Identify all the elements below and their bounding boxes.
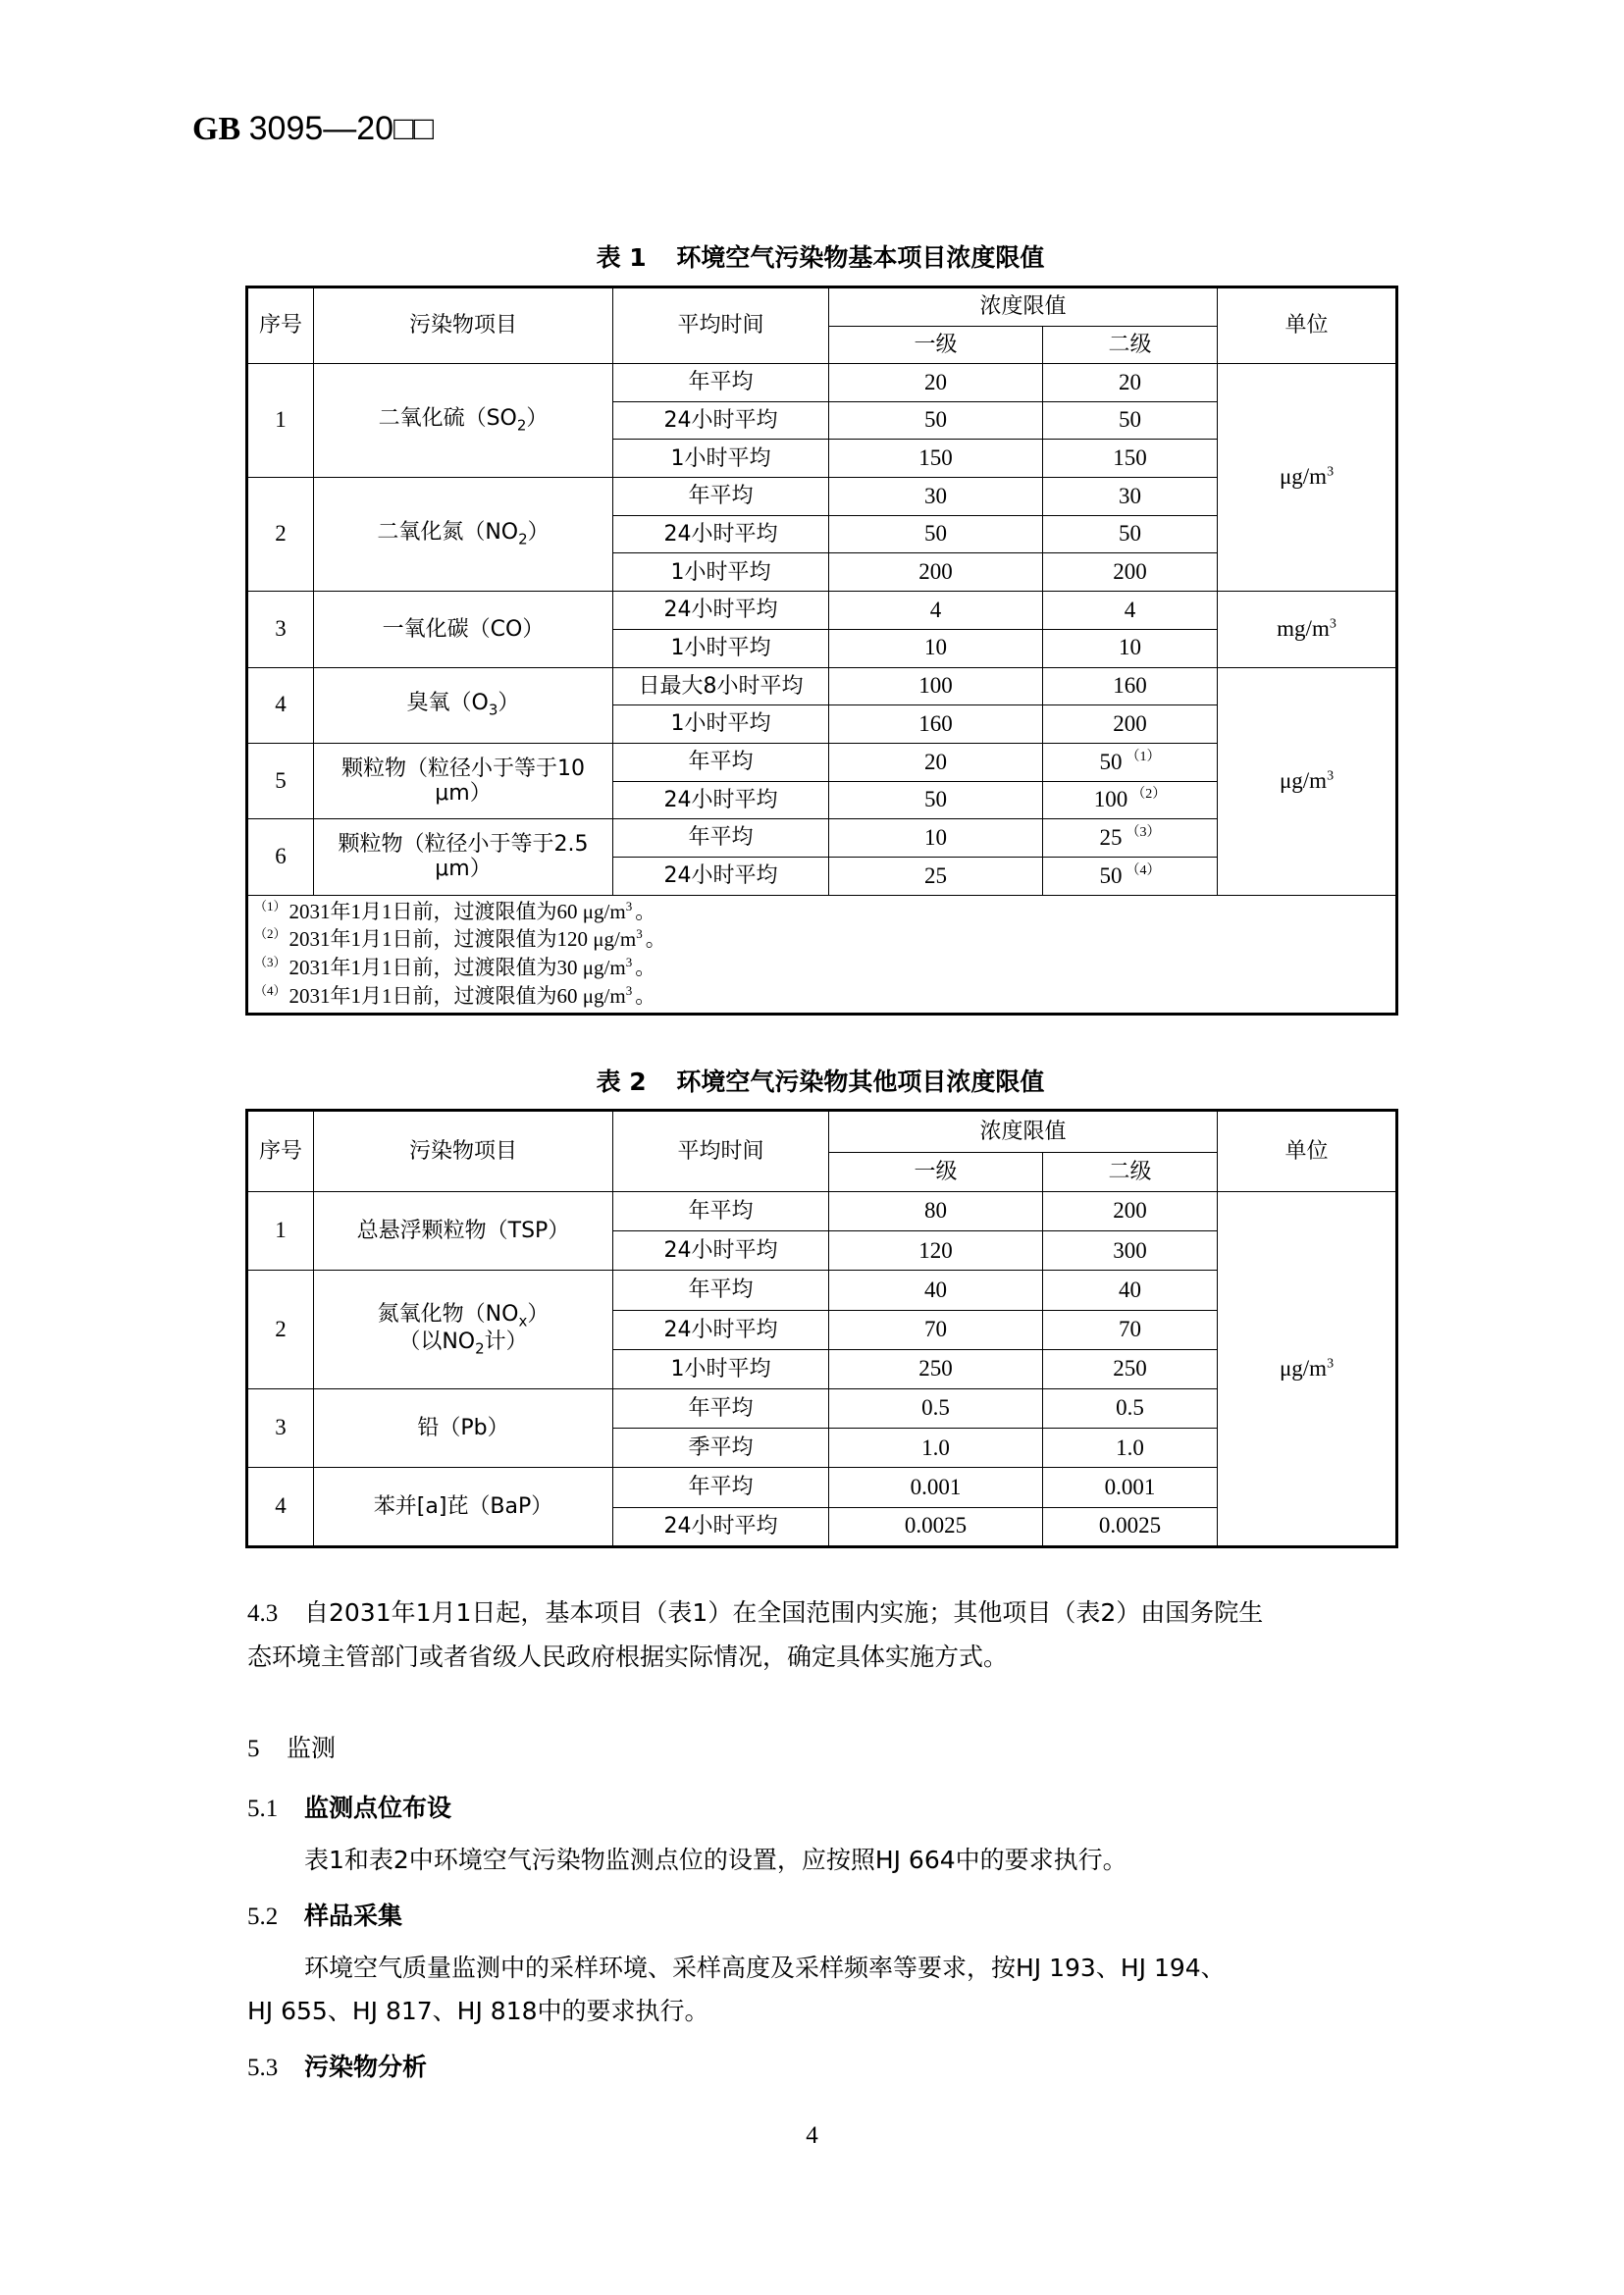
clause-number: 4.3: [247, 1600, 279, 1627]
table-row: [247, 364, 1397, 402]
grade2-number: 0.5: [1116, 1395, 1144, 1421]
pollutant-tail: ）: [527, 1301, 550, 1327]
header-pollutant: 污染物项目: [314, 287, 613, 364]
header-grade1: 一级: [829, 327, 1043, 364]
averaging-time: 年平均: [613, 1271, 829, 1310]
clause-4-3-line2: 态环境主管部门或者省级人民政府根据实际情况，确定具体实施方式。: [247, 1643, 1009, 1671]
unit-exponent: 3: [1327, 1355, 1335, 1371]
footnote-text: 2031年1月1日前，过渡限值为120 μg/m: [288, 927, 637, 952]
row-index: 4: [247, 667, 314, 743]
grade2-number: 30: [1119, 483, 1141, 508]
grade2-number: 50: [1119, 407, 1141, 433]
unit-cell: [1218, 667, 1397, 895]
grade2-number: 50: [1119, 521, 1141, 547]
averaging-time: 1小时平均: [613, 1349, 829, 1388]
grade2-number: 250: [1113, 1356, 1147, 1382]
pollutant-text: 氮氧化物（NO: [377, 1301, 519, 1327]
pollutant-line1: [314, 1494, 612, 1519]
table1-caption: [245, 238, 1395, 274]
pollutant-text: 二氧化氮（NO: [377, 520, 519, 546]
footnote-text: 2031年1月1日前，过渡限值为30 μg/m: [288, 956, 626, 980]
clause-title: 监测点位布设: [304, 1794, 452, 1822]
grade1-value: 0.0025: [829, 1507, 1043, 1546]
clause-number: 5.1: [247, 1796, 279, 1822]
footnote-exponent: 3: [625, 955, 633, 970]
footnote-exponent: 3: [625, 898, 633, 913]
unit-base: μg/m: [1279, 767, 1328, 793]
header-limit-group: 浓度限值: [829, 1111, 1218, 1153]
pollutant-subscript: 2: [516, 416, 527, 435]
pollutant-name: [314, 1192, 613, 1271]
unit-cell: [1218, 1192, 1397, 1547]
clause-5-1-text: 表1和表2中环境空气污染物监测点位的设置，应按照HJ 664中的要求执行。: [304, 1846, 1127, 1874]
section-title: 监测: [287, 1734, 337, 1762]
clause-title: 污染物分析: [304, 2053, 428, 2081]
pollutant-text: 二氧化硫（SO: [378, 406, 517, 432]
footnote-text: 2031年1月1日前，过渡限值为60 μg/m: [288, 983, 626, 1008]
pollutant-text: 一氧化碳（CO）: [382, 616, 545, 642]
pollutant-line1: [314, 1219, 612, 1243]
table2-caption-number: 表 2: [596, 1068, 647, 1096]
averaging-time: 24小时平均: [613, 1310, 829, 1349]
grade2-value: [1043, 1231, 1218, 1271]
pollutant-name: [314, 364, 613, 478]
grade2-number: 10: [1119, 635, 1141, 660]
pollutant-subscript: 3: [488, 701, 498, 719]
grade1-value: 50: [829, 781, 1043, 819]
unit-cell: [1218, 592, 1397, 667]
grade2-number: 0.001: [1104, 1474, 1156, 1499]
standard-prefix: GB: [192, 111, 241, 147]
grade2-value: [1043, 1468, 1218, 1507]
grade1-value: 40: [829, 1271, 1043, 1310]
grade1-value: 50: [829, 401, 1043, 440]
grade1-value: 1.0: [829, 1429, 1043, 1468]
table2: [245, 1109, 1398, 1548]
averaging-time: 年平均: [613, 1388, 829, 1428]
grade2-number: 50: [1099, 862, 1123, 888]
grade2-value: [1043, 478, 1218, 516]
clause-5-2-heading: [247, 1897, 402, 1932]
pollutant-line2-subscript: 2: [475, 1339, 485, 1358]
grade2-value: [1043, 1507, 1218, 1546]
averaging-time: 1小时平均: [613, 629, 829, 667]
footnote-mark: （1）: [254, 898, 287, 913]
clause-5-2-line2: HJ 655、HJ 817、HJ 818中的要求执行。: [247, 1997, 709, 2025]
clause-text: 自2031年1月1日起，基本项目（表1）在全国范围内实施；其他项目（表2）由国务院生: [304, 1598, 1264, 1627]
footnote: [254, 898, 1389, 926]
row-index: 3: [247, 592, 314, 667]
header-grade1: 一级: [829, 1153, 1043, 1192]
footnote: [254, 925, 1389, 954]
footnote-exponent: 3: [625, 982, 633, 998]
grade1-value: 0.5: [829, 1388, 1043, 1428]
pollutant-name: [314, 1468, 613, 1546]
standard-code: 3095—20□□: [248, 110, 435, 147]
averaging-time: 年平均: [613, 743, 829, 781]
pollutant-line1: [314, 1416, 612, 1440]
pollutant-name: [314, 478, 613, 592]
row-index: 1: [247, 364, 314, 478]
grade2-value: [1043, 629, 1218, 667]
grade2-value: [1043, 667, 1218, 705]
grade2-value: [1043, 1271, 1218, 1310]
unit-base: mg/m: [1277, 616, 1330, 642]
row-index: 4: [247, 1468, 314, 1546]
averaging-time: 24小时平均: [613, 1231, 829, 1271]
footnote-end: 。: [635, 983, 656, 1008]
table2-caption-title: 环境空气污染物其他项目浓度限值: [676, 1068, 1045, 1096]
grade2-number: 200: [1113, 559, 1147, 585]
grade2-number: 25: [1099, 824, 1123, 850]
clause-5-2-text: [247, 1947, 1395, 2033]
clause-5-2-line1: 环境空气质量监测中的采样环境、采样高度及采样频率等要求，按HJ 193、HJ 194、: [304, 1954, 1226, 1982]
pollutant-line1: [314, 756, 612, 781]
header-averaging-time: 平均时间: [613, 1111, 829, 1192]
grade1-value: 20: [829, 743, 1043, 781]
pollutant-text: 颗粒物（粒径小于等于10: [341, 756, 585, 781]
footnote-marker: （4）: [1126, 862, 1161, 878]
averaging-time: 日最大8小时平均: [613, 667, 829, 705]
grade1-value: 160: [829, 705, 1043, 744]
pollutant-line1: [314, 1302, 612, 1330]
averaging-time: 年平均: [613, 1192, 829, 1231]
header-grade2: 二级: [1043, 327, 1218, 364]
pollutant-tail: ）: [498, 691, 520, 716]
grade2-number: 160: [1113, 673, 1147, 699]
grade1-value: 150: [829, 440, 1043, 478]
unit-cell: [1218, 364, 1397, 592]
grade2-value: [1043, 553, 1218, 592]
averaging-time: 年平均: [613, 819, 829, 858]
grade2-value: [1043, 819, 1218, 858]
grade1-value: 100: [829, 667, 1043, 705]
grade2-number: 300: [1113, 1237, 1147, 1263]
table-row: [247, 1192, 1397, 1231]
pollutant-name: [314, 819, 613, 895]
pollutant-name: [314, 1388, 613, 1467]
grade1-value: 80: [829, 1192, 1043, 1231]
grade1-value: 0.001: [829, 1468, 1043, 1507]
clause-title: 样品采集: [304, 1902, 403, 1930]
averaging-time: 24小时平均: [613, 515, 829, 553]
averaging-time: 24小时平均: [613, 857, 829, 895]
row-index: 5: [247, 743, 314, 818]
unit-base: μg/m: [1279, 1355, 1328, 1381]
footnote-marker: （3）: [1126, 824, 1161, 840]
footnote-end: 。: [635, 899, 656, 923]
clause-number: 5.2: [247, 1904, 279, 1930]
pollutant-line2: μm）: [435, 781, 492, 807]
header-unit: 单位: [1218, 1111, 1397, 1192]
grade1-value: 120: [829, 1231, 1043, 1271]
pollutant-line1: [314, 691, 612, 719]
averaging-time: 年平均: [613, 364, 829, 402]
grade2-number: 200: [1113, 1198, 1147, 1224]
pollutant-text: 颗粒物（粒径小于等于2.5: [338, 832, 589, 858]
pollutant-line2: μm）: [435, 857, 492, 882]
table-row: [247, 592, 1397, 630]
header-unit: 单位: [1218, 287, 1397, 364]
pollutant-subscript: 2: [518, 530, 528, 548]
section-5-heading: [247, 1729, 336, 1764]
pollutant-line1: [314, 617, 612, 642]
grade1-value: 10: [829, 819, 1043, 858]
grade1-value: 10: [829, 629, 1043, 667]
unit-base: μg/m: [1279, 464, 1328, 490]
grade1-value: 30: [829, 478, 1043, 516]
grade1-value: 4: [829, 592, 1043, 630]
grade2-number: 0.0025: [1098, 1513, 1162, 1539]
averaging-time: 年平均: [613, 1468, 829, 1507]
pollutant-text: 铅（Pb）: [417, 1415, 509, 1440]
grade2-value: [1043, 1310, 1218, 1349]
grade2-value: [1043, 364, 1218, 402]
grade2-value: [1043, 515, 1218, 553]
header-grade2: 二级: [1043, 1153, 1218, 1192]
header-averaging-time: 平均时间: [613, 287, 829, 364]
row-index: 1: [247, 1192, 314, 1271]
pollutant-name: [314, 667, 613, 743]
header-index: 序号: [247, 1111, 314, 1192]
footnote: [254, 982, 1389, 1011]
pollutant-tail: ）: [527, 520, 550, 546]
grade2-value: [1043, 1192, 1218, 1231]
averaging-time: 年平均: [613, 478, 829, 516]
footnote-marker: （1）: [1126, 749, 1161, 764]
table1: [245, 286, 1398, 1016]
pollutant-tail: ）: [526, 406, 549, 432]
averaging-time: 24小时平均: [613, 592, 829, 630]
footnote-marker: （2）: [1131, 787, 1167, 803]
pollutant-name: [314, 1271, 613, 1389]
row-index: 2: [247, 478, 314, 592]
grade1-value: 25: [829, 857, 1043, 895]
unit-exponent: 3: [1329, 616, 1336, 632]
clause-4-3-line1: [247, 1591, 1395, 1636]
pollutant-line1: [314, 520, 612, 548]
grade1-value: 50: [829, 515, 1043, 553]
clause-4-3: [247, 1591, 1395, 1679]
footnotes: [247, 895, 1397, 1014]
pollutant-text: 苯并[a]芘（BaP）: [373, 1493, 553, 1519]
footnote-mark: （2）: [254, 926, 287, 942]
grade1-value: 200: [829, 553, 1043, 592]
grade2-value: [1043, 781, 1218, 819]
averaging-time: 1小时平均: [613, 440, 829, 478]
section-number: 5: [247, 1736, 260, 1762]
grade2-value: [1043, 857, 1218, 895]
table1-caption-title: 环境空气污染物基本项目浓度限值: [676, 243, 1045, 272]
table-row: [247, 667, 1397, 705]
grade1-value: 70: [829, 1310, 1043, 1349]
clause-5-3-heading: [247, 2048, 427, 2083]
row-index: 6: [247, 819, 314, 895]
grade2-number: 20: [1119, 369, 1141, 394]
footnote-exponent: 3: [636, 926, 643, 942]
grade2-value: [1043, 440, 1218, 478]
grade2-value: [1043, 1349, 1218, 1388]
footnote: [254, 954, 1389, 982]
averaging-time: 24小时平均: [613, 401, 829, 440]
clause-5-1-heading: [247, 1789, 451, 1824]
pollutant-line1: [314, 832, 612, 857]
header-limit-group: 浓度限值: [829, 287, 1218, 327]
pollutant-line2-tail: 计）: [484, 1330, 528, 1355]
footnotes-row: [247, 895, 1397, 1014]
pollutant-name: [314, 743, 613, 818]
unit-exponent: 3: [1327, 768, 1335, 784]
table1-caption-number: 表 1: [596, 243, 647, 272]
grade1-value: 250: [829, 1349, 1043, 1388]
unit-exponent: 3: [1327, 464, 1335, 480]
grade2-value: [1043, 743, 1218, 781]
pollutant-text: 总悬浮颗粒物（TSP）: [356, 1219, 570, 1244]
header-pollutant: 污染物项目: [314, 1111, 613, 1192]
grade2-number: 50: [1099, 749, 1123, 774]
footnote-end: 。: [635, 956, 656, 980]
averaging-time: 24小时平均: [613, 1507, 829, 1546]
grade1-value: 20: [829, 364, 1043, 402]
grade2-number: 40: [1119, 1277, 1141, 1302]
footnote-end: 。: [645, 927, 666, 952]
grade2-value: [1043, 592, 1218, 630]
pollutant-line2-text: （以NO: [398, 1330, 476, 1355]
grade2-number: 70: [1119, 1316, 1141, 1341]
pollutant-line1: [314, 406, 612, 435]
pollutant-text: 臭氧（O: [406, 691, 489, 716]
pollutant-name: [314, 592, 613, 667]
document-header: [192, 110, 434, 148]
grade2-number: 150: [1113, 445, 1147, 470]
grade2-value: [1043, 1429, 1218, 1468]
footnote-mark: （4）: [254, 982, 287, 998]
table2-caption: [245, 1063, 1395, 1098]
footnote-text: 2031年1月1日前，过渡限值为60 μg/m: [288, 899, 626, 923]
averaging-time: 季平均: [613, 1429, 829, 1468]
clause-number: 5.3: [247, 2055, 279, 2081]
grade2-value: [1043, 705, 1218, 744]
row-index: 2: [247, 1271, 314, 1389]
pollutant-subscript: x: [518, 1311, 528, 1330]
pollutant-line2: [314, 1330, 612, 1358]
grade2-number: 200: [1113, 710, 1147, 736]
header-index: 序号: [247, 287, 314, 364]
averaging-time: 1小时平均: [613, 553, 829, 592]
grade2-value: [1043, 401, 1218, 440]
row-index: 3: [247, 1388, 314, 1467]
page-number: 4: [806, 2122, 818, 2149]
grade2-number: 4: [1124, 597, 1136, 622]
grade2-value: [1043, 1388, 1218, 1428]
footnote-mark: （3）: [254, 955, 287, 970]
grade2-number: 1.0: [1116, 1434, 1144, 1460]
grade2-number: 100: [1093, 787, 1128, 812]
averaging-time: 24小时平均: [613, 781, 829, 819]
averaging-time: 1小时平均: [613, 705, 829, 744]
